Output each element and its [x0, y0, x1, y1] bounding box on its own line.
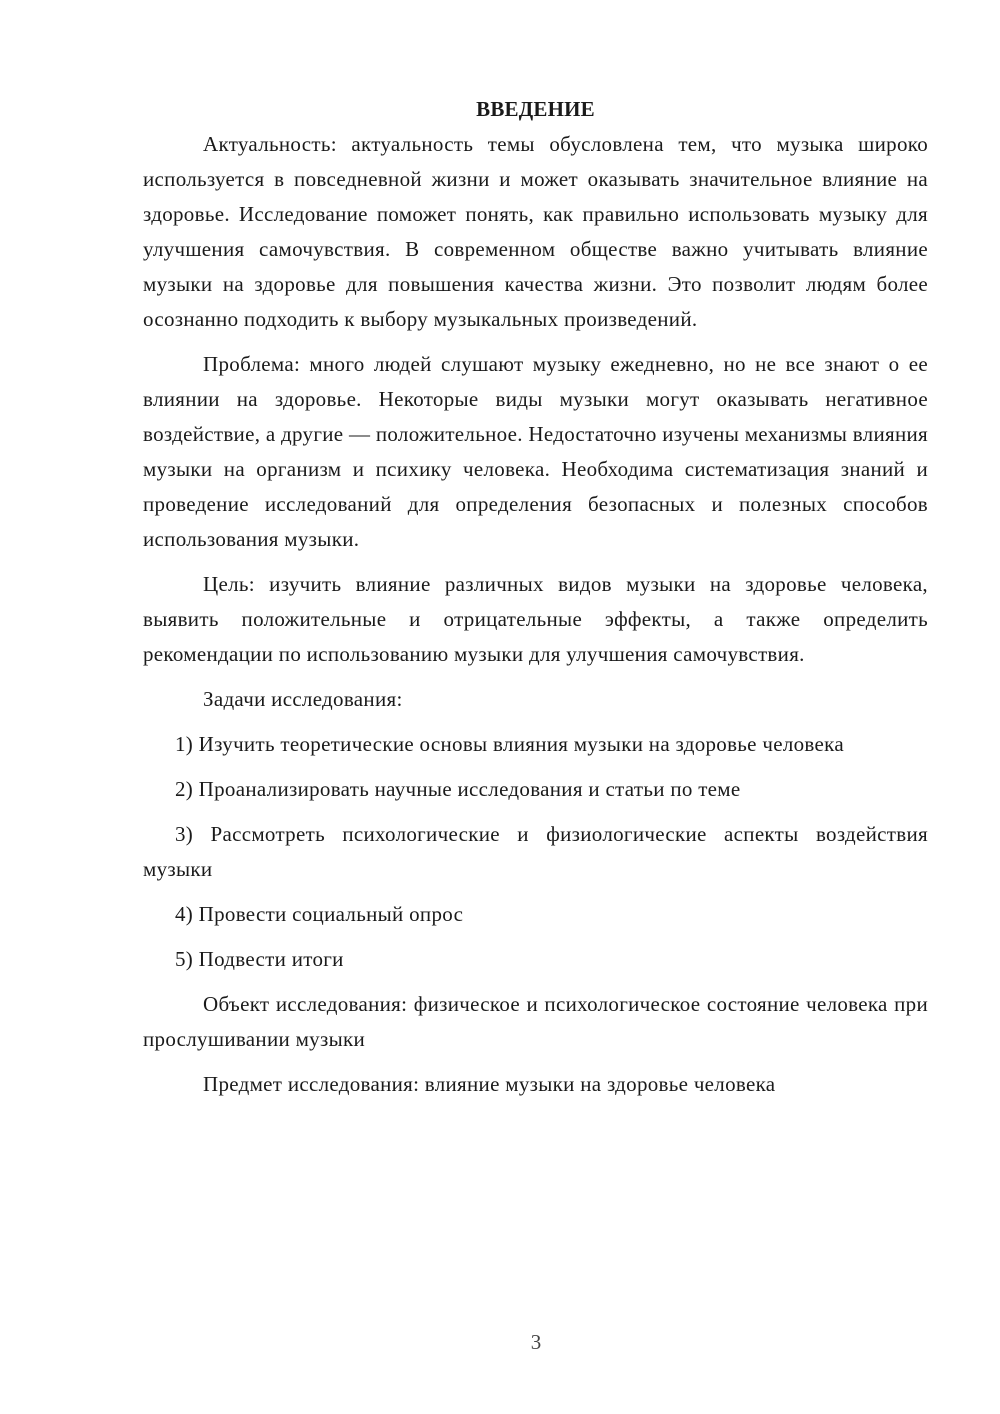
task-item-3: 3) Рассмотреть психологические и физиологические аспекты воздействия музыки — [143, 822, 928, 881]
paragraph-subject: Предмет исследования: влияние музыки на здоровье человека — [203, 1072, 776, 1096]
task-item-5: 5) Подвести итоги — [175, 947, 344, 971]
section-title: ВВЕДЕНИЕ — [476, 97, 595, 121]
paragraph-object: Объект исследования: физическое и психологическое состояние человека при прослушивании музыки — [143, 992, 928, 1051]
task-item-1: 1) Изучить теоретические основы влияния музыки на здоровье человека — [175, 732, 844, 756]
paragraph-goal: Цель: изучить влияние различных видов музыки на здоровье человека, выявить положительные и отрицательные эффекты, а также определить рекомендации по использованию музыки для улучшения самочувствия. — [143, 572, 928, 666]
paragraph-problem: Проблема: много людей слушают музыку ежедневно, но не все знают о ее влиянии на здоровье. Некоторые виды музыки могут оказывать негативное воздействие, а другие — положительное. Недостаточно изучены механизмы влияния музыки на организм и психику человека. Необходима систематизация знаний и проведение исследований для определения безопасных и полезных способов использования музыки. — [143, 352, 928, 551]
paragraph-relevance: Актуальность: актуальность темы обусловлена тем, что музыка широко используется в повседневной жизни и может оказывать значительное влияние на здоровье. Исследование поможет понять, как правильно использовать музыку для улучшения самочувствия. В современном обществе важно учитывать влияние музыки на здоровье для повышения качества жизни. Это позволит людям более осознанно подходить к выбору музыкальных произведений. — [143, 132, 928, 331]
page-number: 3 — [530, 1330, 542, 1354]
task-item-4: 4) Провести социальный опрос — [175, 902, 464, 926]
task-item-2: 2) Проанализировать научные исследования и статьи по теме — [175, 777, 741, 801]
document-page — [143, 92, 928, 1112]
tasks-heading: Задачи исследования: — [203, 687, 403, 711]
